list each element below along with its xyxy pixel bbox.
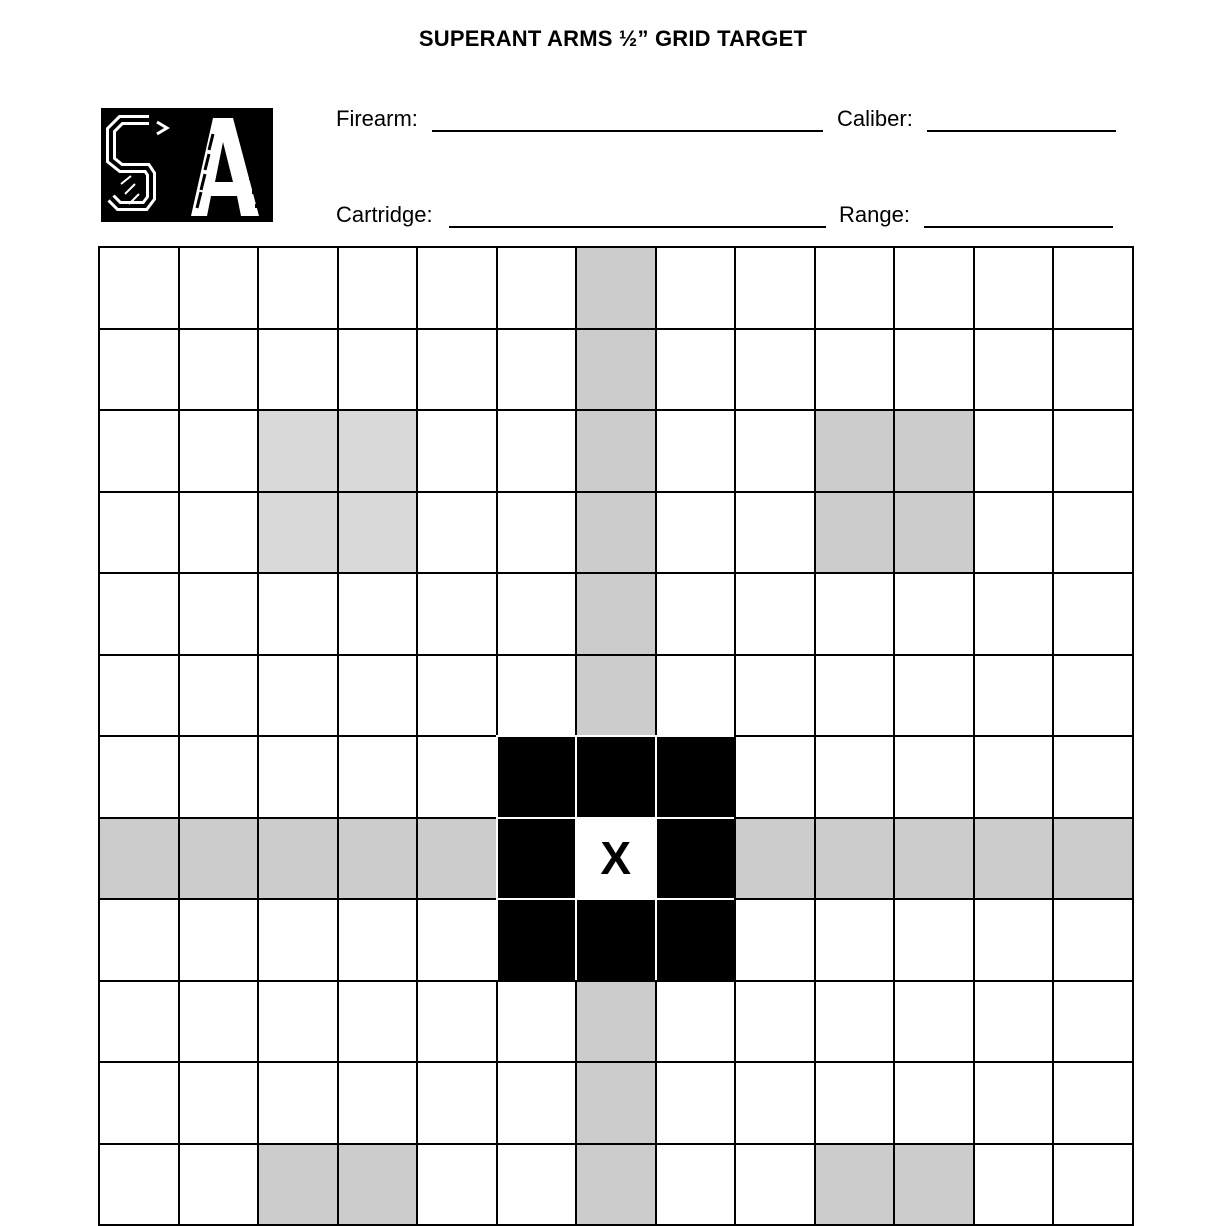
grid-cell	[178, 980, 260, 1064]
crosshair-cell	[575, 572, 657, 656]
grid-cell	[416, 491, 498, 575]
grid-cell	[416, 980, 498, 1064]
grid-cell	[496, 246, 578, 330]
grid-cell	[337, 246, 419, 330]
bullseye-cell	[655, 735, 737, 819]
cartridge-label: Cartridge:	[336, 202, 433, 227]
corner-marker-cell	[257, 1143, 339, 1226]
bullseye-cell	[575, 898, 657, 982]
bullseye-cell	[655, 817, 737, 901]
grid-cell	[257, 572, 339, 656]
grid-cell	[973, 980, 1055, 1064]
grid-cell	[973, 654, 1055, 738]
page-title: SUPERANT ARMS ½” GRID TARGET	[0, 26, 1208, 52]
grid-cell	[416, 1143, 498, 1226]
grid-cell	[178, 409, 260, 493]
crosshair-cell	[814, 817, 896, 901]
grid-cell	[893, 980, 975, 1064]
range-field	[839, 202, 910, 228]
grid-cell	[734, 409, 816, 493]
grid-cell	[655, 246, 737, 330]
grid-cell	[734, 491, 816, 575]
grid-cell	[734, 1061, 816, 1145]
firearm-field	[336, 106, 418, 132]
grid-cell	[496, 654, 578, 738]
corner-marker-cell	[337, 409, 419, 493]
grid-cell	[1052, 491, 1134, 575]
grid-cell	[496, 491, 578, 575]
grid-cell	[496, 409, 578, 493]
grid-cell	[973, 735, 1055, 819]
grid-cell	[178, 572, 260, 656]
corner-marker-cell	[893, 491, 975, 575]
grid-cell	[973, 898, 1055, 982]
grid-cell	[178, 654, 260, 738]
grid-cell	[257, 654, 339, 738]
grid-cell	[337, 572, 419, 656]
crosshair-cell	[973, 817, 1055, 901]
caliber-label: Caliber:	[837, 106, 913, 131]
grid-cell	[337, 898, 419, 982]
grid-cell	[98, 572, 180, 656]
grid-cell	[98, 735, 180, 819]
grid-cell	[973, 1143, 1055, 1226]
cartridge-field	[336, 202, 433, 228]
grid-cell	[973, 572, 1055, 656]
crosshair-cell	[575, 328, 657, 412]
grid-cell	[655, 980, 737, 1064]
grid-cell	[893, 572, 975, 656]
grid-cell	[814, 572, 896, 656]
grid-cell	[257, 735, 339, 819]
grid-cell	[416, 1061, 498, 1145]
grid-cell	[734, 572, 816, 656]
grid-cell	[893, 328, 975, 412]
crosshair-cell	[178, 817, 260, 901]
grid-cell	[178, 1143, 260, 1226]
crosshair-cell	[575, 1143, 657, 1226]
grid-cell	[178, 491, 260, 575]
crosshair-cell	[257, 817, 339, 901]
center-mark: X	[600, 835, 631, 881]
grid-cell	[257, 328, 339, 412]
grid-cell	[814, 328, 896, 412]
grid-cell	[496, 1061, 578, 1145]
corner-marker-cell	[814, 1143, 896, 1226]
superant-arms-logo	[101, 108, 273, 222]
grid-cell	[734, 654, 816, 738]
grid-cell	[98, 409, 180, 493]
grid-cell	[337, 980, 419, 1064]
bullseye-cell	[496, 898, 578, 982]
bullseye-center	[575, 817, 657, 901]
grid-cell	[814, 735, 896, 819]
bullseye-cell	[496, 817, 578, 901]
grid-cell	[814, 898, 896, 982]
grid-cell	[973, 246, 1055, 330]
grid-cell	[734, 980, 816, 1064]
bullseye-cell	[655, 898, 737, 982]
grid-cell	[734, 1143, 816, 1226]
grid-cell	[893, 898, 975, 982]
corner-marker-cell	[257, 491, 339, 575]
grid-cell	[893, 246, 975, 330]
bullseye-cell	[575, 735, 657, 819]
grid-cell	[814, 1061, 896, 1145]
grid-cell	[98, 980, 180, 1064]
grid-cell	[416, 735, 498, 819]
grid-cell	[655, 491, 737, 575]
grid-cell	[416, 572, 498, 656]
grid-cell	[1052, 328, 1134, 412]
grid-cell	[416, 328, 498, 412]
grid-cell	[98, 898, 180, 982]
crosshair-cell	[416, 817, 498, 901]
grid-cell	[1052, 1061, 1134, 1145]
firearm-label: Firearm:	[336, 106, 418, 131]
crosshair-cell	[575, 409, 657, 493]
crosshair-cell	[734, 817, 816, 901]
grid-cell	[337, 735, 419, 819]
crosshair-cell	[575, 1061, 657, 1145]
corner-marker-cell	[337, 491, 419, 575]
grid-cell	[416, 409, 498, 493]
grid-cell	[1052, 1143, 1134, 1226]
grid-cell	[98, 654, 180, 738]
grid-cell	[178, 1061, 260, 1145]
grid-cell	[893, 735, 975, 819]
grid-cell	[655, 572, 737, 656]
grid-cell	[496, 572, 578, 656]
grid-cell	[814, 654, 896, 738]
grid-cell	[1052, 572, 1134, 656]
grid-cell	[337, 1061, 419, 1145]
grid-cell	[1052, 980, 1134, 1064]
grid-cell	[734, 246, 816, 330]
caliber-field	[837, 106, 913, 132]
corner-marker-cell	[814, 409, 896, 493]
grid-cell	[257, 898, 339, 982]
grid-cell	[734, 735, 816, 819]
grid-cell	[1052, 735, 1134, 819]
grid-cell	[337, 654, 419, 738]
corner-marker-cell	[814, 491, 896, 575]
grid-cell	[1052, 654, 1134, 738]
grid-cell	[98, 1061, 180, 1145]
logo-graphic	[101, 108, 273, 222]
grid-cell	[178, 735, 260, 819]
grid-cell	[973, 1061, 1055, 1145]
crosshair-cell	[575, 654, 657, 738]
grid-cell	[496, 328, 578, 412]
target-grid	[98, 246, 1131, 1226]
crosshair-cell	[575, 491, 657, 575]
grid-cell	[893, 1061, 975, 1145]
crosshair-cell	[337, 817, 419, 901]
grid-cell	[973, 328, 1055, 412]
grid-cell	[973, 491, 1055, 575]
crosshair-cell	[575, 980, 657, 1064]
grid-cell	[1052, 246, 1134, 330]
grid-cell	[257, 246, 339, 330]
crosshair-cell	[98, 817, 180, 901]
grid-cell	[98, 328, 180, 412]
crosshair-cell	[1052, 817, 1134, 901]
grid-cell	[178, 328, 260, 412]
grid-cell	[416, 654, 498, 738]
grid-cell	[734, 898, 816, 982]
corner-marker-cell	[257, 409, 339, 493]
crosshair-cell	[893, 817, 975, 901]
crosshair-cell	[575, 246, 657, 330]
grid-cell	[496, 980, 578, 1064]
grid-cell	[814, 246, 896, 330]
corner-marker-cell	[893, 1143, 975, 1226]
grid-cell	[337, 328, 419, 412]
range-label: Range:	[839, 202, 910, 227]
grid-cell	[416, 898, 498, 982]
grid-cell	[416, 246, 498, 330]
bullseye-cell	[496, 735, 578, 819]
corner-marker-cell	[893, 409, 975, 493]
grid-cell	[178, 898, 260, 982]
grid-cell	[1052, 898, 1134, 982]
grid-cell	[655, 328, 737, 412]
grid-cell	[655, 654, 737, 738]
grid-cell	[496, 1143, 578, 1226]
grid-cell	[257, 1061, 339, 1145]
grid-cell	[734, 328, 816, 412]
grid-cell	[893, 654, 975, 738]
grid-cell	[98, 491, 180, 575]
grid-cell	[973, 409, 1055, 493]
grid-cell	[814, 980, 896, 1064]
grid-cell	[655, 1143, 737, 1226]
grid-cell	[1052, 409, 1134, 493]
grid-cell	[655, 1061, 737, 1145]
corner-marker-cell	[337, 1143, 419, 1226]
grid-cell	[98, 246, 180, 330]
grid-cell	[178, 246, 260, 330]
grid-cell	[98, 1143, 180, 1226]
grid-cell	[655, 409, 737, 493]
grid-cell	[257, 980, 339, 1064]
